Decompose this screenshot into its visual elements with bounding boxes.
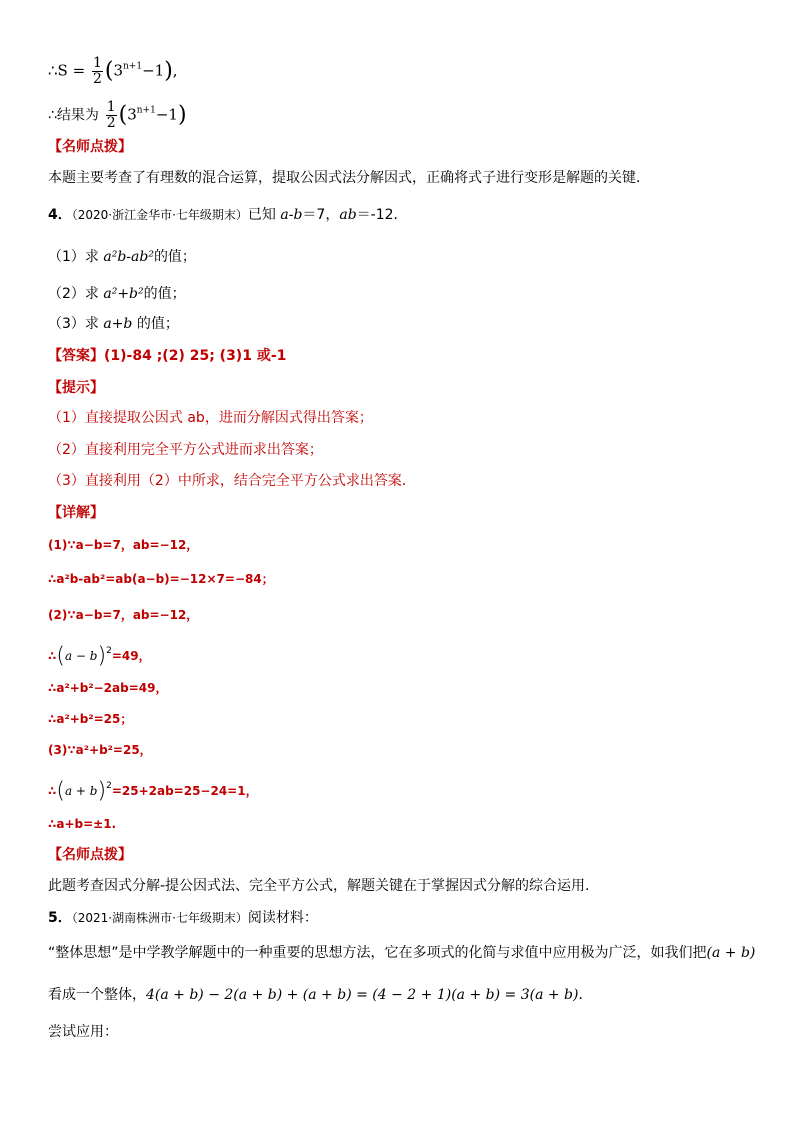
- detail-line-8: ∴(a + b)$^2$=25+2ab=25−24=1，: [48, 778, 258, 804]
- hint-3: （3）直接利用（2）中所求，结合完全平方公式求出答案．: [48, 473, 416, 489]
- heading-teacher-tip-2: 【名师点拨】: [48, 847, 132, 863]
- question-4-part-3: （3）求 a+b 的值；: [48, 316, 179, 332]
- detail-line-9: ∴a+b=±1.: [48, 817, 117, 831]
- detail-line-5: ∴a²+b²−2ab=49，: [48, 681, 168, 695]
- question-4: 4．（2020·浙江金华市·七年级期末）已知 a-b＝7，ab＝-12．: [48, 207, 408, 223]
- question-5-paragraph-1: “整体思想”是中学教学解题中的一种重要的思想方法，它在多项式的化简与求值中应用极为广泛，如我们把(a + b): [48, 945, 756, 961]
- detail-line-6: ∴a²+b²=25；: [48, 712, 133, 726]
- question-5-paragraph-2: 看成一个整体，4(a + b) − 2(a + b) + (a + b) = (4 − 2 + 1)(a + b) = 3(a + b)．: [48, 987, 593, 1003]
- fraction-one-half: $\frac{1}{2}$: [106, 99, 116, 131]
- question-5: 5．（2021·湖南株洲市·七年级期末）阅读材料：: [48, 910, 318, 926]
- formula-s: ∴S = $\frac{1}{2}$ $(3^{n+1}-1)$,: [48, 55, 178, 87]
- answer-line: 【答案】(1)-84 ;(2) 25; (3)1 或-1: [48, 348, 287, 364]
- tip-text: 本题主要考查了有理数的混合运算，提取公因式法分解因式，正确将式子进行变形是解题的关键．: [48, 170, 650, 186]
- heading-teacher-tip: 【名师点拨】: [48, 139, 132, 155]
- hint-1: （1）直接提取公因式 ab，进而分解因式得出答案；: [48, 410, 373, 426]
- heading-detail: 【详解】: [48, 505, 104, 521]
- detail-line-4: ∴(a − b)$^2$=49，: [48, 643, 151, 669]
- tip-text-2: 此题考查因式分解-提公因式法、完全平方公式，解题关键在于掌握因式分解的综合运用.: [48, 878, 590, 894]
- question-4-part-2: （2）求 a²+b²的值；: [48, 286, 186, 302]
- fraction-one-half: $\frac{1}{2}$: [92, 55, 102, 87]
- detail-line-1: (1)∵a−b=7，ab=−12，: [48, 538, 199, 552]
- hint-2: （2）直接利用完全平方公式进而求出答案；: [48, 442, 323, 458]
- detail-line-7: (3)∵a²+b²=25，: [48, 743, 152, 757]
- question-5-try: 尝试应用：: [48, 1024, 118, 1040]
- heading-hint: 【提示】: [48, 380, 104, 396]
- formula-result: ∴结果为 $\frac{1}{2}$ $(3^{n+1}-1)$: [48, 99, 187, 131]
- question-4-part-1: （1）求 a²b-ab²的值；: [48, 249, 196, 265]
- detail-line-2: ∴a²b-ab²=ab(a−b)=−12×7=−84；: [48, 572, 274, 586]
- detail-line-3: (2)∵a−b=7，ab=−12，: [48, 608, 199, 622]
